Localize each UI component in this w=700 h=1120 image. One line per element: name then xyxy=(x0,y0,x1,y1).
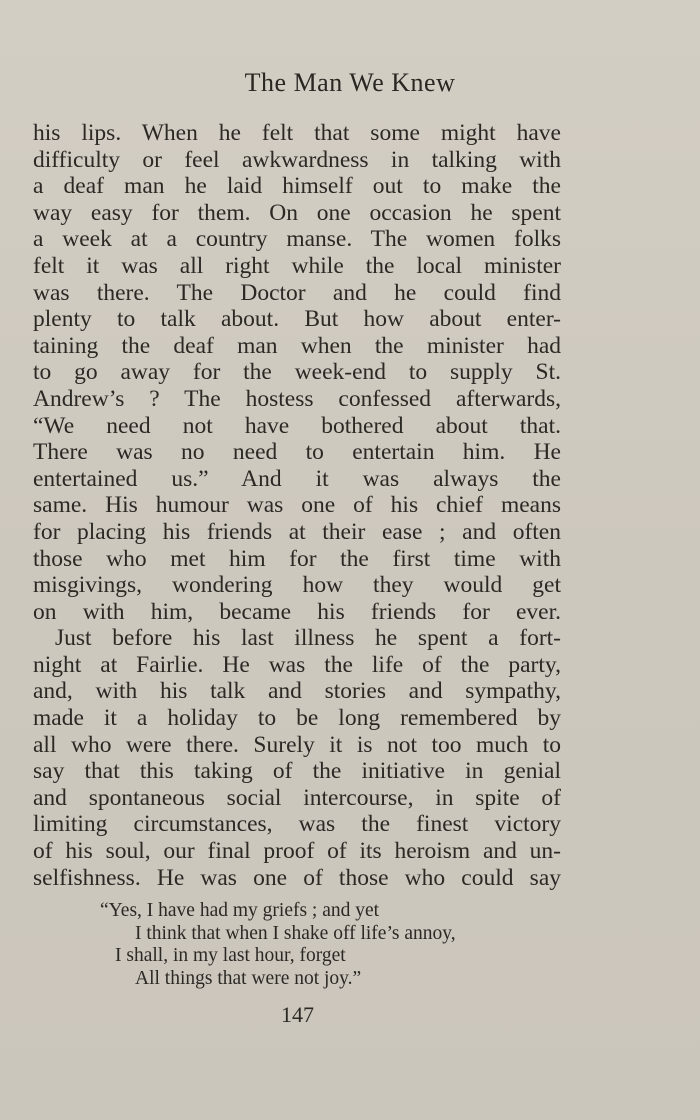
text-line: same. His humour was one of his chief means xyxy=(33,492,561,519)
text-line: a deaf man he laid himself out to make the xyxy=(33,173,561,200)
verse-line: “Yes, I have had my griefs ; and yet xyxy=(100,900,380,921)
body-text xyxy=(33,120,561,891)
text-line: was there. The Doctor and he could find xyxy=(33,279,561,306)
text-line: and spontaneous social intercourse, in spite of xyxy=(33,784,561,811)
text-line: all who were there. Surely it is not too much to xyxy=(33,731,561,758)
text-line: say that this taking of the initiative in genial xyxy=(33,758,561,785)
verse-line: All things that were not joy.” xyxy=(135,967,362,989)
running-head: The Man We Knew xyxy=(244,68,456,97)
text-line: made it a holiday to be long remembered by xyxy=(33,705,561,732)
text-line: Just before his last illness he spent a fort- xyxy=(55,625,561,652)
text-line: Andrew’s ? The hostess confessed afterwards, xyxy=(33,385,561,412)
text-line: selfishness. He was one of those who could say xyxy=(33,864,561,891)
text-line: There was no need to entertain him. He xyxy=(33,439,561,466)
text-line: taining the deaf man when the minister had xyxy=(33,332,561,359)
text-line: to go away for the week-end to supply St. xyxy=(33,359,561,386)
text-line: misgivings, wondering how they would get xyxy=(33,572,561,599)
text-line: way easy for them. On one occasion he spent xyxy=(33,199,561,226)
verse-quotation xyxy=(100,900,540,990)
text-line: difficulty or feel awkwardness in talking with xyxy=(33,146,561,173)
text-line: and, with his talk and stories and sympathy, xyxy=(33,678,561,705)
verse-line: I think that when I shake off life’s annoy, xyxy=(135,922,456,944)
text-line: for placing his friends at their ease ; and often xyxy=(33,518,561,545)
text-line: those who met him for the first time with xyxy=(33,545,561,572)
text-line: a week at a country manse. The women folks xyxy=(33,226,561,253)
text-line: entertained us.” And it was always the xyxy=(33,465,561,492)
text-line: his lips. When he felt that some might have xyxy=(33,120,561,146)
page-number: 147 xyxy=(281,1002,314,1027)
text-line: of his soul, our final proof of its heroism and un- xyxy=(33,838,561,865)
text-line: limiting circumstances, was the finest victory xyxy=(33,811,561,838)
text-line: “We need not have bothered about that. xyxy=(33,412,561,439)
text-line: night at Fairlie. He was the life of the party, xyxy=(33,651,561,678)
text-line: plenty to talk about. But how about enter- xyxy=(33,306,561,333)
verse-line: I shall, in my last hour, forget xyxy=(115,945,346,966)
text-line: felt it was all right while the local minister xyxy=(33,252,561,279)
text-line: on with him, became his friends for ever. xyxy=(33,598,561,625)
